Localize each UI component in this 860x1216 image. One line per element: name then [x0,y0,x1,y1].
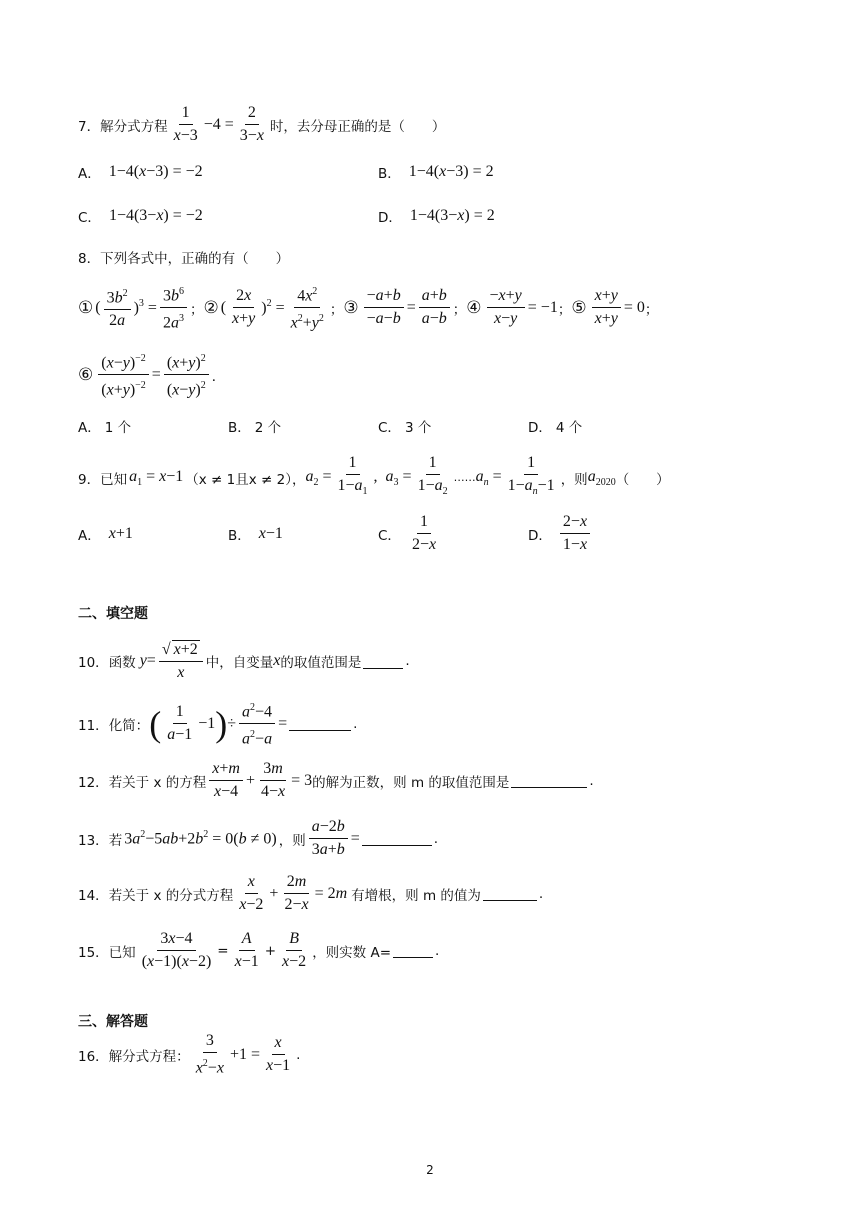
question-9: 9． 已知 $a_1 = x-1$ （x ≠ 1且x ≠ 2）， $a_2$ = $\frac{1}{1-a_1}$ , $a_3$ = $\frac{1}{1-a_2}$ …… $a_n$ = $\frac{1}{1-a_n-1}$ ，则 $a_{2020}$ （ ） [78,454,670,498]
option-c: C． $\frac{1}{2-x}$ [378,513,437,553]
question-8: 8． 下列各式中，正确的有（ ） [78,251,290,267]
option-b: B． x−1 [228,525,283,544]
option-a: A． x+1 [78,525,133,544]
option-a: A． 1−4(x−3) = −2 [78,163,203,182]
question-16: 16． 解分式方程： $\frac{3}{x^2-x}$ +1 = $\frac{x}{x-1}$ . [78,1032,301,1077]
question-11: 11． 化简： ( $\frac{1}{a-1}$ −1 ) ÷ $\frac{a^2-4}{a^2-a}$ = . [78,699,357,749]
question-text: 解分式方程 [100,118,168,135]
question-13: 13． 若 $3a^2-5ab+2b^2 = 0(b \ne 0)$ ，则 $\frac{a-2b}{3a+b}$ = . [78,818,439,858]
section-title: 二、填空题 [78,606,148,622]
question-7: 7． 解分式方程 $\frac{1}{x-3}$ −4 = $\frac{2}{3-x}$ 时，去分母正确的是（ ） [78,104,446,144]
section-title: 三、解答题 [78,1014,148,1030]
option-b: B． 2 个 [228,420,282,436]
page-number: 2 [426,1163,434,1177]
question-number: 7． [78,118,101,135]
question-8-expressions: ① ( $\frac{3b^2}{2a}$ )$^3$ = $\frac{3b^6}{2a^3}$ ； ② ( $\frac{2x}{x+y}$ )$^2$ = $\frac{4x^2}{x^2+y^2}$ ； ③ $\frac{-a+b}{-a-b}$ = $\frac{a+b}{a-b}$ ； ④ $\frac{-x+y}{x-y}$ = −1 ； ⑤ $\frac{x+y}{x+y}$ = 0 ； [78,283,658,333]
option-d: D． 4 个 [528,420,583,436]
fraction: $\frac{2}{3-x}$ [239,104,264,144]
question-8-expression-6: ⑥ $\frac{(x-y)^{-2}}{(x+y)^{-2}}$ = $\frac{(x+y)^2}{(x-y)^2}$ ． [78,350,225,400]
option-b: B． 1−4(x−3) = 2 [378,163,494,182]
option-d: D． 1−4(3−x) = 2 [378,207,495,226]
fraction: $\frac{1}{x-3}$ [173,104,198,144]
question-10: 10． 函数 y = $\frac{√ x+2}{x}$ 中，自变量 x 的取值范围是 . [78,641,410,681]
option-d: D． $\frac{2-x}{1-x}$ [528,513,593,554]
option-c: C． 3 个 [378,420,432,436]
option-a: A． 1 个 [78,420,132,436]
question-15: 15． 已知 $\frac{3x-4}{(x-1)(x-2)}$ = $\frac{A}{x-1}$ + $\frac{B}{x-2}$ ，则实数 A= . [78,930,440,970]
question-text: 时，去分母正确的是（ ） [269,118,446,135]
question-14: 14． 若关于 x 的分式方程 $\frac{x}{x-2}$ + $\frac{2m}{2-x}$ = 2m 有增根，则 m 的值为 . [78,873,544,913]
option-c: C． 1−4(3−x) = −2 [78,207,203,226]
question-12: 12． 若关于 x 的方程 $\frac{x+m}{x-4}$ + $\frac{3m}{4-x}$ = 3 的解为正数，则 m 的取值范围是 . [78,760,594,800]
